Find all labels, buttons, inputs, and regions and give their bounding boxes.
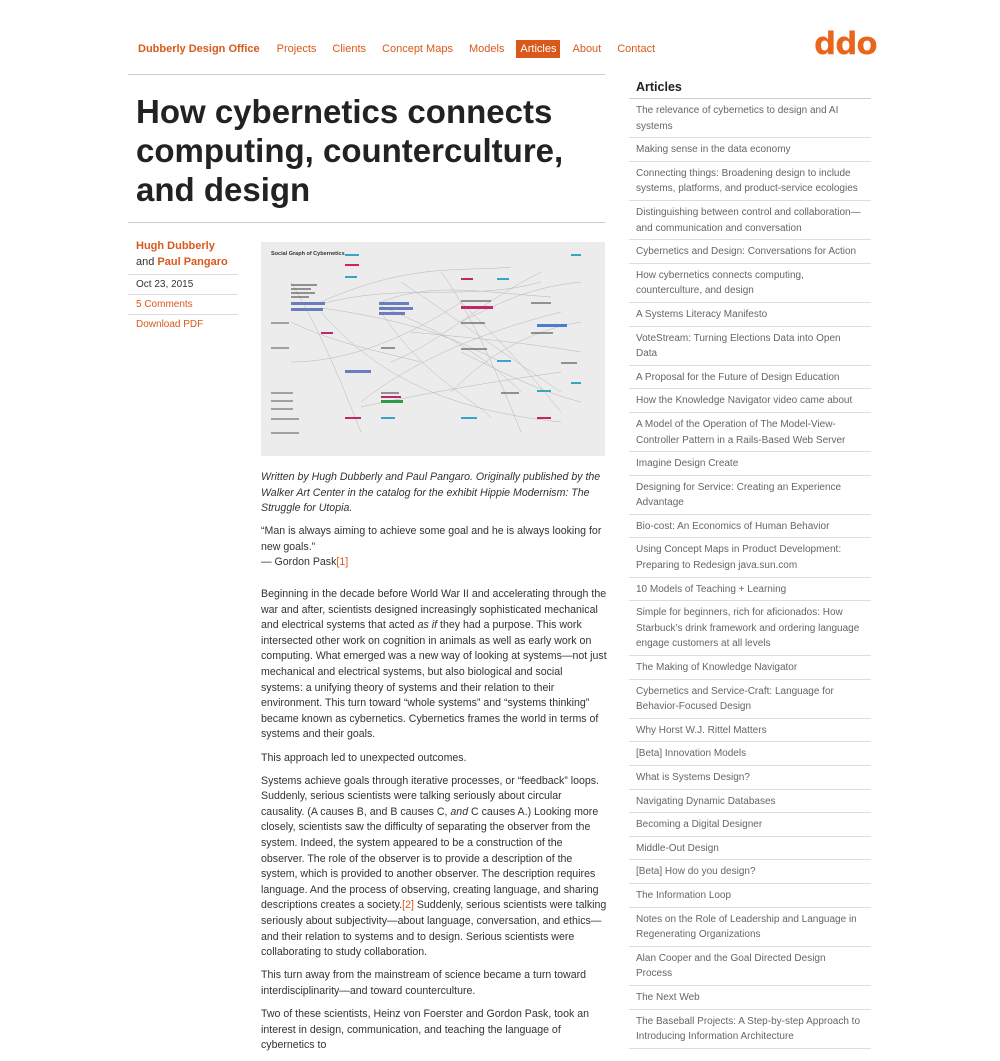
paragraph-1-emphasis: as if bbox=[417, 619, 438, 632]
social-graph-figure[interactable] bbox=[261, 242, 605, 456]
sidebar-article-link[interactable]: Middle-Out Design bbox=[629, 837, 871, 861]
sidebar-article-link[interactable]: A Model of the Operation of The Model-View-Controller Pattern in a Rails-Based Web Server bbox=[629, 413, 871, 452]
title-divider bbox=[128, 222, 605, 223]
nav-item-contact[interactable]: Contact bbox=[617, 43, 656, 55]
nav-item-concept-maps[interactable]: Concept Maps bbox=[382, 43, 453, 55]
sidebar-article-link[interactable]: Becoming a Digital Designer bbox=[629, 813, 871, 837]
paragraph-1-text-b: they had a purpose. This work intersected other work on cognition in animals as well as early work on computing. What emerged was a new way of looking at systems—not just mechanical and electrical systems, but also biological and social systems: a unifying theory of systems and their relation to their environment. This turn toward “whole systems” and “systems thinking” became known as cybernetics. Cybernetics frames the world in terms of systems and their goals. bbox=[261, 619, 607, 741]
article-credit: Written by Hugh Dubberly and Paul Pangaro. Originally published by the Walker Art Center in the catalog for the exhibit Hippie Modernism: The Struggle for Utopia. bbox=[261, 471, 601, 515]
nav-item-articles[interactable]: Articles bbox=[516, 40, 560, 58]
download-pdf-link[interactable]: Download PDF bbox=[128, 314, 238, 334]
page-title: How cybernetics connects computing, counterculture, and design bbox=[136, 93, 564, 208]
sidebar-article-link[interactable]: Using Concept Maps in Product Development: Preparing to Redesign java.sun.com bbox=[629, 538, 871, 577]
sidebar-article-link[interactable]: A Proposal for the Future of Design Education bbox=[629, 366, 871, 390]
sidebar-list bbox=[629, 99, 871, 1049]
sidebar-article-link[interactable]: Cybernetics and Design: Conversations for Action bbox=[629, 240, 871, 264]
sidebar-article-link[interactable]: Bio-cost: An Economics of Human Behavior bbox=[629, 515, 871, 539]
sidebar-article-link[interactable]: Notes on the Role of Leadership and Language in Regenerating Organizations bbox=[629, 908, 871, 947]
paragraph-5: Two of these scientists, Heinz von Foerster and Gordon Pask, took an interest in design, communication, and teaching the language of cybernetics to bbox=[261, 1007, 589, 1052]
article-body bbox=[261, 470, 607, 1061]
articles-sidebar bbox=[629, 76, 871, 1049]
top-nav bbox=[138, 40, 663, 58]
sidebar-article-link[interactable]: Cybernetics and Service-Craft: Language for Behavior-Focused Design bbox=[629, 680, 871, 719]
nav-item-clients[interactable]: Clients bbox=[332, 43, 367, 55]
sidebar-article-link[interactable]: The Baseball Projects: A Step-by-step Approach to Introducing Information Architecture bbox=[629, 1010, 871, 1049]
sidebar-article-link[interactable]: Simple for beginners, rich for aficionados: How Starbuck’s drink framework and ordering language engage customers at all levels bbox=[629, 601, 871, 656]
sidebar-article-link[interactable]: A Systems Literacy Manifesto bbox=[629, 303, 871, 327]
sidebar-article-link[interactable]: Distinguishing between control and collaboration—and communication and conversation bbox=[629, 201, 871, 240]
sidebar-article-link[interactable]: Imagine Design Create bbox=[629, 452, 871, 476]
paragraph-1-text-a: Beginning in the decade before World War II and accelerating through the war and after, scientists designed increasingly sophisticated mechanical and electrical systems that acted bbox=[261, 588, 607, 632]
sidebar-article-link[interactable]: How cybernetics connects computing, counterculture, and design bbox=[629, 264, 871, 303]
epigraph-attribution: — Gordon Pask bbox=[261, 556, 337, 569]
header-divider bbox=[128, 74, 605, 75]
paragraph-3 bbox=[261, 774, 607, 961]
sidebar-article-link[interactable]: What is Systems Design? bbox=[629, 766, 871, 790]
figure-title: Social Graph of Cybernetics bbox=[271, 251, 345, 257]
paragraph-3-emphasis: and bbox=[450, 805, 469, 818]
sidebar-article-link[interactable]: The Information Loop bbox=[629, 884, 871, 908]
sidebar-article-link[interactable]: Connecting things: Broadening design to include systems, platforms, and product-service ecologies bbox=[629, 162, 871, 201]
nav-brand-link[interactable]: Dubberly Design Office bbox=[138, 43, 260, 55]
article-meta bbox=[128, 238, 238, 334]
social-graph-map bbox=[261, 242, 605, 456]
nav-item-projects[interactable]: Projects bbox=[276, 43, 317, 55]
sidebar-heading: Articles bbox=[629, 76, 871, 99]
sidebar-article-link[interactable]: VoteStream: Turning Elections Data into Open Data bbox=[629, 327, 871, 366]
nav-item-models[interactable]: Models bbox=[468, 43, 505, 55]
sidebar-article-link[interactable]: Navigating Dynamic Databases bbox=[629, 790, 871, 814]
sidebar-article-link[interactable]: Alan Cooper and the Goal Directed Design Process bbox=[629, 947, 871, 986]
sidebar-article-link[interactable]: Making sense in the data economy bbox=[629, 138, 871, 162]
sidebar-article-link[interactable]: Designing for Service: Creating an Experience Advantage bbox=[629, 476, 871, 515]
sidebar-article-link[interactable]: 10 Models of Teaching + Learning bbox=[629, 578, 871, 602]
sidebar-article-link[interactable]: The Making of Knowledge Navigator bbox=[629, 656, 871, 680]
author-joiner: and bbox=[136, 256, 155, 268]
paragraph-2: This approach led to unexpected outcomes. bbox=[261, 751, 467, 764]
sidebar-article-link[interactable]: How the Knowledge Navigator video came about bbox=[629, 389, 871, 413]
paragraph-4: This turn away from the mainstream of science became a turn toward interdisciplinarity—and toward counterculture. bbox=[261, 969, 587, 997]
sidebar-article-link[interactable]: The Next Web bbox=[629, 986, 871, 1010]
comments-link[interactable]: 5 Comments bbox=[128, 294, 238, 314]
epigraph-quote: “Man is always aiming to achieve some goal and he is always looking for new goals.” bbox=[261, 525, 602, 553]
ddo-logo[interactable]: ddo bbox=[814, 26, 877, 62]
paragraph-1 bbox=[261, 587, 607, 743]
nav-item-about[interactable]: About bbox=[572, 43, 602, 55]
paragraph-3-text-b: C causes A.) Looking more closely, scientists saw the difficulty of separating the observer from the system. Indeed, the system appeared to be a construction of the observer. The role of the observer is to provide a description of the system, which is provided to another observer. The description requires language. And the process of observing, creating language, and sharing descriptions creates a society. bbox=[261, 805, 599, 912]
author-link-paul-pangaro[interactable]: Paul Pangaro bbox=[157, 256, 228, 268]
footnote-link-2[interactable]: [2] bbox=[402, 899, 414, 912]
paragraph-3-text-c: Suddenly, serious scientists were talking seriously about subjectivity—about language, conversation, and ethics—and their relation to systems and to design. Serious scientists were collaborating to study collaboration. bbox=[261, 899, 607, 959]
author-line bbox=[128, 238, 238, 274]
sidebar-article-link[interactable]: Why Horst W.J. Rittel Matters bbox=[629, 719, 871, 743]
sidebar-article-link[interactable]: [Beta] How do you design? bbox=[629, 860, 871, 884]
sidebar-article-link[interactable]: The relevance of cybernetics to design and AI systems bbox=[629, 99, 871, 138]
footnote-link-1[interactable]: [1] bbox=[336, 556, 349, 569]
epigraph bbox=[261, 524, 607, 571]
sidebar-article-link[interactable]: [Beta] Innovation Models bbox=[629, 742, 871, 766]
author-link-hugh-dubberly[interactable]: Hugh Dubberly bbox=[136, 240, 215, 252]
paragraph-3-text-a: Systems achieve goals through iterative processes, or “feedback” loops. Suddenly, serious scientists were talking seriously about circular causality. (A causes B, and B causes C, bbox=[261, 774, 599, 818]
publish-date: Oct 23, 2015 bbox=[128, 274, 238, 294]
